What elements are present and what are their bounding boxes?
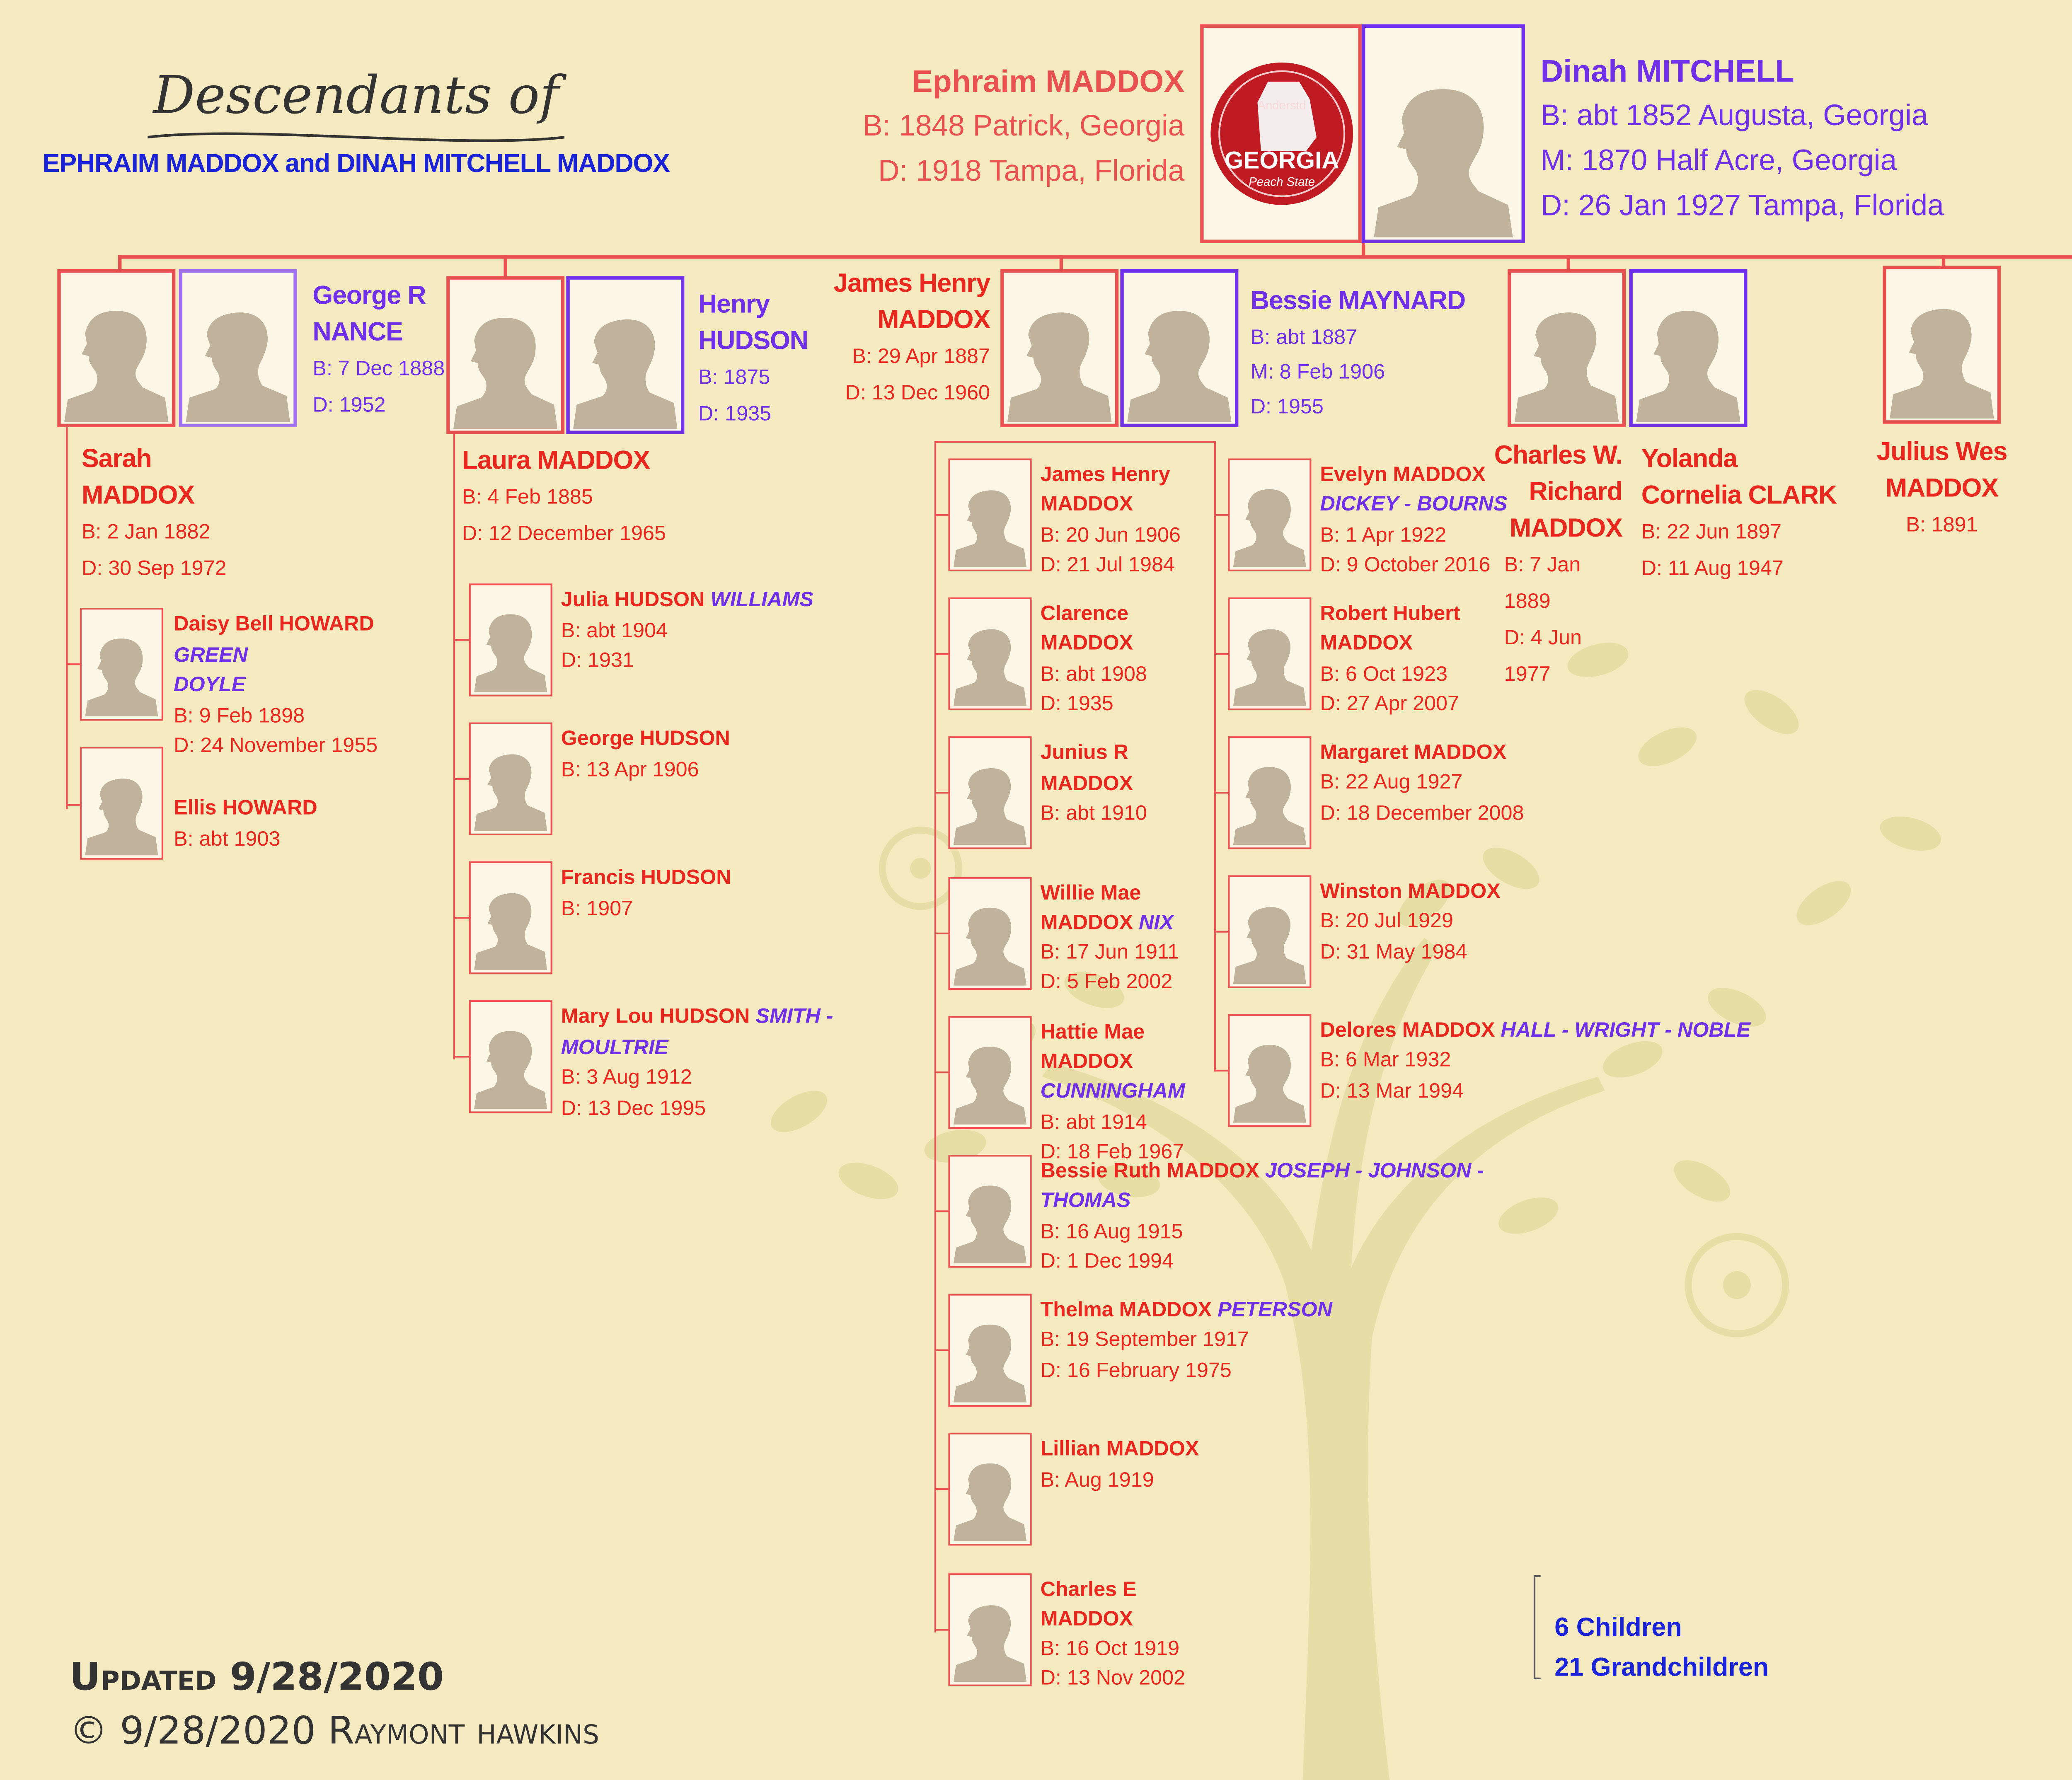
grandchild-daisy-info [174, 609, 452, 762]
grandchild-name-line1: Clarence [1040, 601, 1129, 626]
grandchild-birth: B: 19 September 1917 [1040, 1328, 1249, 1352]
stats-block [1554, 1608, 1832, 1688]
grandchild-name: Winston MADDOX [1320, 878, 1501, 903]
silhouette-female-icon [1636, 299, 1740, 424]
grandchild-photo [1228, 875, 1311, 988]
child-death: D: 13 Dec 1960 [845, 380, 990, 405]
silhouette-female-icon [474, 605, 547, 695]
grandchild-name: Delores MADDOX [1320, 1018, 1495, 1042]
grandchild-francis-photo [469, 861, 552, 974]
grandchild-death: D: 13 Dec 1995 [561, 1095, 706, 1120]
grandchild-spouses: GREEN [174, 641, 248, 666]
grandchild-death: D: 18 December 2008 [1320, 800, 1524, 825]
spouse-maynard-photo [1120, 269, 1238, 427]
grandchild-name-line1: Junius R [1040, 740, 1128, 765]
grandchild-birth: B: 9 Feb 1898 [174, 702, 305, 727]
grandchild-name: Lillian MADDOX [1040, 1437, 1199, 1461]
child-name [2015, 280, 2072, 349]
grandchild-tick [453, 639, 469, 641]
grandchild-marylou-info [561, 1002, 943, 1123]
stats-bracket [1534, 1575, 1541, 1679]
child-charles-info [1459, 438, 1622, 693]
grandchild-name: Francis HUDSON [561, 865, 731, 889]
child-death: D: 12 December 1965 [462, 521, 666, 546]
silhouette-male-icon [1233, 618, 1306, 709]
child-name-line3: MADDOX [1509, 514, 1622, 544]
grandchild-birth: B: 1 Apr 1922 [1320, 522, 1447, 547]
spouse-name-line1: George R [312, 281, 426, 311]
silhouette-male-icon [573, 306, 677, 431]
grandchild-george-info [561, 724, 908, 785]
spouse-name-line2: NANCE [312, 318, 403, 348]
child-drop-4 [1567, 255, 1569, 271]
grandchild-name-line2: MADDOX [1040, 1049, 1133, 1074]
grandchild-death: D: 24 November 1955 [174, 733, 378, 757]
grandchild-name-line2: MADDOX [1320, 631, 1413, 655]
child-jameshenry-info [816, 266, 990, 411]
grandchild-birth: B: 1907 [561, 895, 633, 920]
silhouette-female-icon [954, 1176, 1026, 1266]
grandchild-photo [1228, 459, 1311, 571]
footer-updated: Updated 9/28/2020 [69, 1657, 444, 1700]
grandchild-birth: B: 20 Jun 1906 [1040, 522, 1181, 547]
grandchild-photo [1228, 1014, 1311, 1127]
grandchild-death: D: 18 Feb 1967 [1040, 1139, 1184, 1164]
grandchild-death: D: 16 February 1975 [1040, 1357, 1232, 1382]
child-death: D: 4 Jun 1977 [1504, 625, 1582, 686]
grandchild-info [1041, 1296, 1527, 1386]
stats-children: 6 Children [1554, 1613, 1682, 1643]
grandchild-tick [453, 917, 469, 919]
grandchild-birth: B: 6 Mar 1932 [1320, 1047, 1451, 1072]
grandchild-tick [1214, 514, 1228, 516]
root-husband-info [816, 59, 1185, 195]
svg-text:Peach State: Peach State [1248, 175, 1314, 189]
stats-grandchildren: 21 Grandchildren [1554, 1653, 1769, 1683]
grandchild-tick [934, 1628, 949, 1630]
spouse-name: Bessie MAYNARD [1250, 286, 1465, 316]
grandchild-george-photo [469, 723, 552, 835]
silhouette-male-icon [1890, 295, 1994, 421]
grandchild-name: Margaret MADDOX [1320, 740, 1507, 764]
grandchild-death: D: 1 Dec 1994 [1040, 1248, 1174, 1273]
children-bar [118, 255, 2072, 258]
title-script: Descendants of [153, 66, 559, 127]
grandchild-name: Mary Lou HUDSON [561, 1004, 750, 1028]
grandchild-tick [934, 1071, 949, 1073]
grandchild-birth: B: 3 Aug 1912 [561, 1064, 692, 1089]
grandchildren-line-laura [453, 434, 455, 1059]
silhouette-female-icon [1233, 479, 1306, 570]
grandchildren-bar-james [934, 441, 1216, 443]
georgia-map-icon [1208, 61, 1354, 207]
child-name-line1: Julius Wes [1876, 438, 2007, 467]
grandchild-tick [934, 932, 949, 934]
grandchild-death: D: 13 Nov 2002 [1040, 1666, 1186, 1691]
grandchild-julia-info [561, 585, 908, 676]
grandchild-name-line2: MADDOX [1040, 909, 1133, 934]
grandchild-francis-info [561, 863, 908, 924]
grandchild-spouses: SMITH - MOULTRIE [561, 1004, 833, 1059]
child-jameshenry-photo [1000, 269, 1118, 427]
grandchild-spouses-line2: DOYLE [174, 672, 246, 697]
grandchild-photo [948, 598, 1031, 711]
grandchild-name: Daisy Bell HOWARD [174, 611, 374, 636]
grandchild-tick [934, 793, 949, 794]
silhouette-female-icon [1127, 299, 1231, 424]
spouse-birth: B: 7 Dec 1888 [312, 356, 445, 380]
grandchild-death: D: 27 Apr 2007 [1320, 691, 1459, 716]
grandchild-name-line1: Charles E [1040, 1576, 1137, 1601]
grandchild-name: George HUDSON [561, 726, 730, 750]
silhouette-female-icon [954, 1315, 1026, 1405]
grandchild-photo [948, 876, 1031, 989]
spouse-death: D: 11 Aug 1947 [1641, 556, 1784, 580]
silhouette-male-icon [85, 768, 158, 858]
root-wife-marriage: M: 1870 Half Acre, Georgia [1540, 144, 1897, 177]
child-laura-info [462, 443, 775, 552]
grandchild-name-line2: MADDOX [1040, 1606, 1133, 1631]
grandchildren-line-sarah [66, 427, 68, 809]
spouse-name-line2: Cornelia CLARK [1641, 481, 1837, 511]
silhouette-male-icon [1515, 299, 1619, 424]
child-drop-3 [1060, 255, 1062, 271]
grandchild-tick [934, 1350, 949, 1351]
title-subtitle: EPHRAIM MADDOX and DINAH MITCHELL MADDOX [42, 149, 670, 179]
grandchild-photo [948, 1016, 1031, 1128]
grandchild-spouses: CUNNINGHAM [1040, 1079, 1185, 1104]
spouse-death: D: 1952 [312, 392, 386, 417]
grandchild-name-line1: Hattie Mae [1040, 1019, 1145, 1044]
child-name-line2: Richard [1529, 477, 1622, 507]
grandchild-info [1041, 1435, 1527, 1495]
grandchild-tick [934, 1210, 949, 1212]
grandchild-birth: B: 20 Jul 1929 [1320, 909, 1454, 933]
title-block [35, 66, 678, 179]
grandchild-name: Julia HUDSON [561, 587, 705, 612]
grandchild-ellis-info [174, 793, 452, 854]
grandchild-tick [1214, 792, 1228, 793]
child-name-line1: James Henry [833, 269, 990, 299]
child-name-line1: Sarah [81, 444, 152, 474]
grandchild-spouses: PETERSON [1218, 1297, 1332, 1322]
root-wife-photo [1362, 24, 1525, 243]
spouse-birth: B: 1875 [698, 365, 770, 389]
spouse-death: D: 1955 [1250, 394, 1324, 419]
footer [70, 1652, 938, 1759]
child-birth: B: 2 Jan 1882 [81, 519, 211, 544]
grandchild-tick [453, 778, 469, 780]
footer-copyright: © 9/28/2020 Raymont hawkins [69, 1710, 600, 1754]
child-birth: B: 29 Apr 1887 [852, 343, 990, 368]
root-husband-birth: B: 1848 Patrick, Georgia [863, 109, 1185, 143]
child-anniebell-info [2015, 280, 2072, 418]
grandchild-tick [934, 514, 949, 516]
silhouette-male-icon [1233, 896, 1306, 987]
root-wife-death: D: 26 Jan 1927 Tampa, Florida [1540, 189, 1944, 222]
grandchild-daisy-photo [80, 608, 163, 721]
spouse-clark-photo [1629, 269, 1747, 427]
grandchild-photo [948, 1294, 1031, 1407]
grandchild-birth: B: Aug 1919 [1040, 1467, 1154, 1492]
grandchild-tick [66, 804, 80, 806]
grandchild-name: Thelma MADDOX [1040, 1297, 1212, 1322]
root-wife-info [1541, 48, 2027, 229]
silhouette-female-icon [1233, 1035, 1306, 1125]
grandchild-name-line2: MADDOX [1040, 770, 1133, 795]
grandchild-spouses: HALL - WRIGHT - NOBLE [1501, 1018, 1750, 1042]
child-sarah-info [82, 441, 307, 587]
grandchild-name: Evelyn MADDOX [1320, 462, 1486, 486]
silhouette-male-icon [474, 743, 547, 834]
grandchild-birth: B: 16 Aug 1915 [1040, 1218, 1183, 1243]
grandchild-name-line2: MADDOX [1040, 631, 1133, 656]
grandchild-birth: B: 17 Jun 1911 [1040, 940, 1179, 964]
grandchild-birth: B: abt 1904 [561, 617, 668, 642]
child-drop-1 [118, 255, 121, 271]
grandchild-tick [1214, 653, 1228, 655]
grandchild-death: D: 9 October 2016 [1320, 552, 1491, 577]
grandchild-photo [948, 1155, 1031, 1267]
grandchild-death: D: 1935 [1040, 691, 1113, 716]
grandchild-spouses: WILLIAMS [710, 587, 814, 612]
grandchild-name: Ellis HOWARD [174, 795, 317, 820]
grandchild-info [1320, 1016, 1806, 1106]
silhouette-female-icon [1233, 757, 1306, 847]
grandchild-name-line1: Willie Mae [1040, 880, 1141, 904]
child-birth: B: 4 Feb 1885 [462, 484, 593, 509]
child-birth: B: 1891 [1906, 512, 1978, 537]
grandchild-birth: B: 16 Oct 1919 [1040, 1636, 1180, 1661]
silhouette-female-icon [954, 1454, 1026, 1545]
silhouette-male-icon [474, 882, 547, 972]
child-birth [2015, 349, 2072, 384]
child-name-line2: MADDOX [1885, 474, 1998, 504]
root-husband-death: D: 1918 Tampa, Florida [878, 155, 1185, 188]
grandchild-name-line1: James Henry [1040, 462, 1170, 486]
grandchild-julia-photo [469, 583, 552, 696]
grandchild-photo [948, 737, 1031, 850]
spouse-name-line1: Henry [698, 290, 770, 320]
child-death: D: 30 Sep 1972 [81, 556, 227, 580]
silhouette-female-icon [1374, 73, 1513, 239]
grandchild-tick [1214, 931, 1228, 933]
spouse-clark-info [1641, 441, 1867, 587]
grandchild-death: D: 21 Jul 1984 [1040, 552, 1175, 577]
grandchild-birth: B: 13 Apr 1906 [561, 756, 699, 781]
grandchild-spouses: JOSEPH - JOHNSON - THOMAS [1040, 1158, 1484, 1213]
grandchild-spouses: NIX [1139, 909, 1174, 934]
silhouette-male-icon [186, 299, 290, 424]
child-laura-photo [446, 276, 564, 434]
child-death [2015, 384, 2072, 418]
silhouette-male-icon [1007, 299, 1111, 424]
silhouette-female-icon [954, 1036, 1026, 1127]
grandchild-birth: B: 6 Oct 1923 [1320, 661, 1447, 685]
grandchild-marylou-photo [469, 1000, 552, 1113]
child-birth: B: 7 Jan 1889 [1504, 552, 1581, 613]
spouse-birth: B: 22 Jun 1897 [1641, 519, 1782, 544]
silhouette-male-icon [954, 758, 1026, 848]
grandchild-death: D: 1931 [561, 648, 634, 672]
child-julius-photo [1883, 266, 2001, 423]
grandchild-photo [1228, 597, 1311, 710]
grandchild-tick [453, 1056, 469, 1057]
grandchild-photo [948, 1573, 1031, 1686]
grandchild-birth: B: abt 1910 [1040, 801, 1147, 825]
grandchild-birth: B: abt 1908 [1040, 661, 1147, 686]
spouse-maynard-info [1251, 285, 1529, 423]
root-husband-name: Ephraim MADDOX [912, 64, 1185, 99]
silhouette-male-icon [954, 1594, 1026, 1684]
grandchild-death: D: 5 Feb 2002 [1040, 970, 1173, 994]
grandchild-birth: B: abt 1903 [174, 825, 281, 850]
child-charles-photo [1508, 269, 1626, 427]
spouse-birth: B: abt 1887 [1250, 324, 1358, 349]
grandchild-death: D: 31 May 1984 [1320, 938, 1467, 963]
spouse-name-line1: Yolanda [1641, 444, 1737, 474]
child-name-line1: Charles W. [1494, 441, 1622, 471]
grandchild-name-line1: Robert Hubert [1320, 601, 1460, 625]
grandchild-tick [66, 663, 80, 665]
grandchild-info [1041, 1156, 1527, 1277]
child-name-line2: MADDOX [81, 481, 194, 511]
grandchildren-line-james-left [934, 441, 936, 1632]
grandchild-tick [1214, 1070, 1228, 1071]
grandchild-photo [948, 459, 1031, 571]
spouse-nance-info [312, 278, 451, 424]
spouse-marriage: M: 8 Feb 1906 [1250, 359, 1385, 384]
child-name: Laura MADDOX [462, 446, 650, 476]
grandchild-spouses: DICKEY - BOURNS [1320, 492, 1508, 517]
silhouette-male-icon [954, 479, 1026, 570]
grandchild-name-line2: MADDOX [1040, 492, 1133, 517]
grandchild-birth: B: abt 1914 [1040, 1109, 1147, 1134]
svg-text:GEORGIA: GEORGIA [1223, 147, 1339, 174]
grandchild-name: Bessie Ruth MADDOX [1040, 1158, 1259, 1183]
silhouette-female-icon [64, 299, 168, 424]
grandchild-info [1320, 877, 1806, 967]
spouse-nance-photo [179, 269, 297, 427]
grandchild-photo [1228, 736, 1311, 849]
root-husband-badge [1200, 24, 1362, 243]
svg-text:Anderstd: Anderstd [1256, 99, 1305, 113]
child-julius-info [1855, 434, 2028, 544]
root-wife-birth: B: abt 1852 Augusta, Georgia [1540, 99, 1928, 132]
silhouette-male-icon [954, 619, 1026, 709]
grandchild-tick [934, 653, 949, 655]
spouse-name-line2: HUDSON [698, 326, 808, 356]
child-drop-2 [503, 255, 506, 276]
grandchild-info [1041, 1574, 1527, 1695]
silhouette-female-icon [954, 897, 1026, 987]
silhouette-female-icon [85, 629, 158, 719]
child-sarah-photo [57, 269, 175, 427]
grandchild-tick [934, 1489, 949, 1491]
root-wife-name: Dinah MITCHELL [1540, 53, 1794, 89]
grandchild-death: D: 13 Mar 1994 [1320, 1078, 1464, 1102]
title-flourish-icon [148, 128, 564, 146]
grandchild-birth: B: 22 Aug 1927 [1320, 769, 1463, 794]
silhouette-female-icon [474, 1021, 547, 1111]
grandchild-info [1320, 738, 1806, 828]
spouse-death: D: 1935 [698, 401, 772, 426]
grandchild-ellis-photo [80, 747, 163, 859]
spouse-hudson-photo [566, 276, 684, 434]
grandchild-photo [948, 1433, 1031, 1546]
silhouette-female-icon [453, 306, 557, 431]
child-name-line2: MADDOX [877, 305, 990, 335]
